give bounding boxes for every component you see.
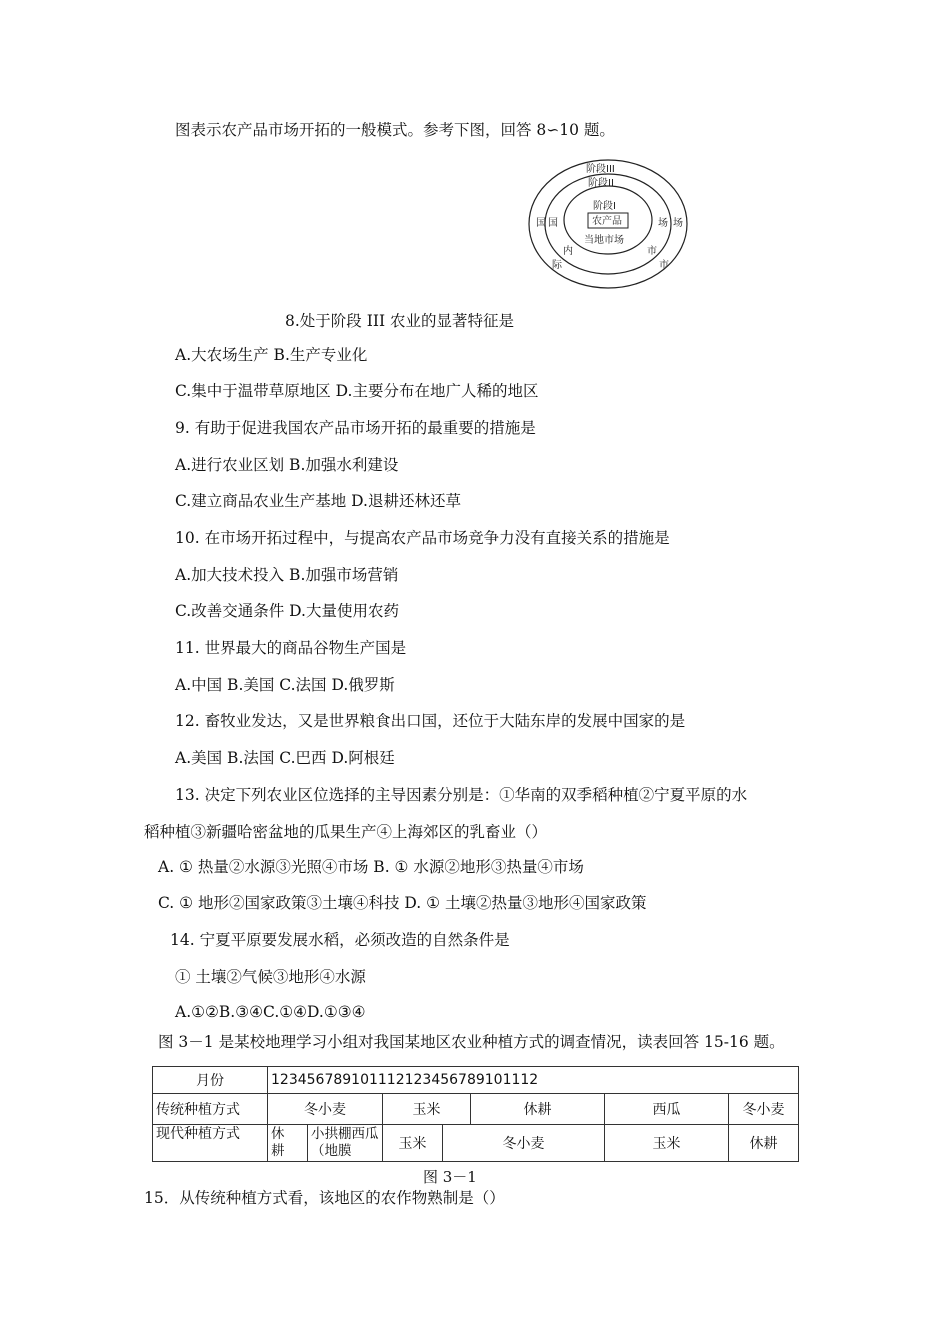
table-intro: 图 3－1 是某校地理学习小组对我国某地区农业种植方式的调查情况，读表回答 15-16 题。	[158, 1033, 785, 1051]
modern-winter-wheat: 冬小麦	[443, 1125, 605, 1162]
modern-corn-1: 玉米	[383, 1125, 443, 1162]
stage1-label: 阶段I	[593, 201, 616, 212]
modern-watermelon: 小拱棚西瓜（地膜	[308, 1125, 383, 1162]
center-label: 农产品	[592, 216, 622, 227]
stage3-label: 阶段III	[586, 164, 615, 175]
q14-stem: 14. 宁夏平原要发展水稻，必须改造的自然条件是	[170, 931, 510, 949]
intro-text: 图表示农产品市场开拓的一般模式。参考下图，回答 8∽10 题。	[175, 121, 615, 139]
modern-row	[153, 1125, 799, 1162]
traditional-label: 传统种植方式	[153, 1094, 268, 1125]
domestic-right-label: 场	[673, 218, 683, 229]
local-market-label: 当地市场	[584, 235, 624, 246]
modern-fallow-2: 休耕	[729, 1125, 799, 1162]
q14-options: A.①②B.③④C.①④D.①③④	[175, 1003, 366, 1021]
q13-options-cd: C. ① 地形②国家政策③土壤④科技 D. ① 土壤②热量③地形④国家政策	[158, 894, 647, 912]
q10-options-2: C.改善交通条件 D.大量使用农药	[175, 602, 399, 620]
q9-options-1: A.进行农业区划 B.加强水利建设	[175, 456, 399, 474]
traditional-watermelon: 西瓜	[605, 1094, 729, 1125]
q9-stem: 9. 有助于促进我国农产品市场开拓的最重要的措施是	[175, 419, 536, 437]
q8-stem: 8.处于阶段 III 农业的显著特征是	[285, 312, 515, 330]
q13-options-ab: A. ① 热量②水源③光照④市场 B. ① 水源②地形③热量④市场	[158, 858, 584, 876]
traditional-corn: 玉米	[383, 1094, 471, 1125]
national-right-label: 场	[658, 218, 668, 229]
q8-options-1: A.大农场生产 B.生产专业化	[175, 346, 368, 364]
modern-fallow-1: 休耕	[268, 1125, 308, 1162]
q10-stem: 10. 在市场开拓过程中，与提高农产品市场竞争力没有直接关系的措施是	[175, 529, 670, 547]
modern-corn-2: 玉米	[605, 1125, 729, 1162]
q12-stem: 12. 畜牧业发达，又是世界粮食出口国，还位于大陆东岸的发展中国家的是	[175, 712, 686, 730]
inner-left-label: 内	[563, 246, 573, 257]
stage2-label: 阶段II	[588, 178, 614, 189]
month-values: 123456789101112123456789101112	[268, 1067, 799, 1094]
traditional-winter-wheat-1: 冬小麦	[268, 1094, 383, 1125]
q9-options-2: C.建立商品农业生产基地 D.退耕还林还草	[175, 492, 461, 510]
traditional-winter-wheat-2: 冬小麦	[729, 1094, 799, 1125]
q14-items: ① 土壤②气候③地形④水源	[175, 968, 366, 986]
q11-stem: 11. 世界最大的商品谷物生产国是	[175, 639, 407, 657]
month-label: 月份	[153, 1067, 268, 1094]
q10-options-1: A.加大技术投入 B.加强市场营销	[175, 566, 399, 584]
q11-options: A.中国 B.美国 C.法国 D.俄罗斯	[175, 676, 395, 694]
outer-left-label: 际	[552, 260, 562, 271]
q12-options: A.美国 B.法国 C.巴西 D.阿根廷	[175, 749, 395, 767]
traditional-fallow: 休耕	[471, 1094, 605, 1125]
traditional-row	[153, 1094, 799, 1125]
q13-line1: 13. 决定下列农业区位选择的主导因素分别是：①华南的双季稻种植②宁夏平原的水	[175, 786, 748, 804]
concentric-circles-diagram	[527, 158, 689, 290]
outer-right-label: 市	[659, 260, 669, 271]
domestic-left-label: 国	[548, 218, 558, 229]
q13-line2: 稻种植③新疆哈密盆地的瓜果生产④上海郊区的乳畜业（）	[144, 823, 548, 841]
table-caption: 图 3－1	[423, 1168, 477, 1186]
q15-stem: 15．从传统种植方式看，该地区的农作物熟制是（）	[144, 1189, 505, 1207]
inner-right-label: 市	[647, 246, 657, 257]
month-row	[153, 1067, 799, 1094]
modern-label: 现代种植方式	[153, 1125, 268, 1162]
market-expansion-diagram	[527, 158, 689, 290]
q8-options-2: C.集中于温带草原地区 D.主要分布在地广人稀的地区	[175, 382, 539, 400]
planting-table	[152, 1066, 799, 1162]
national-left-label: 国	[536, 218, 546, 229]
